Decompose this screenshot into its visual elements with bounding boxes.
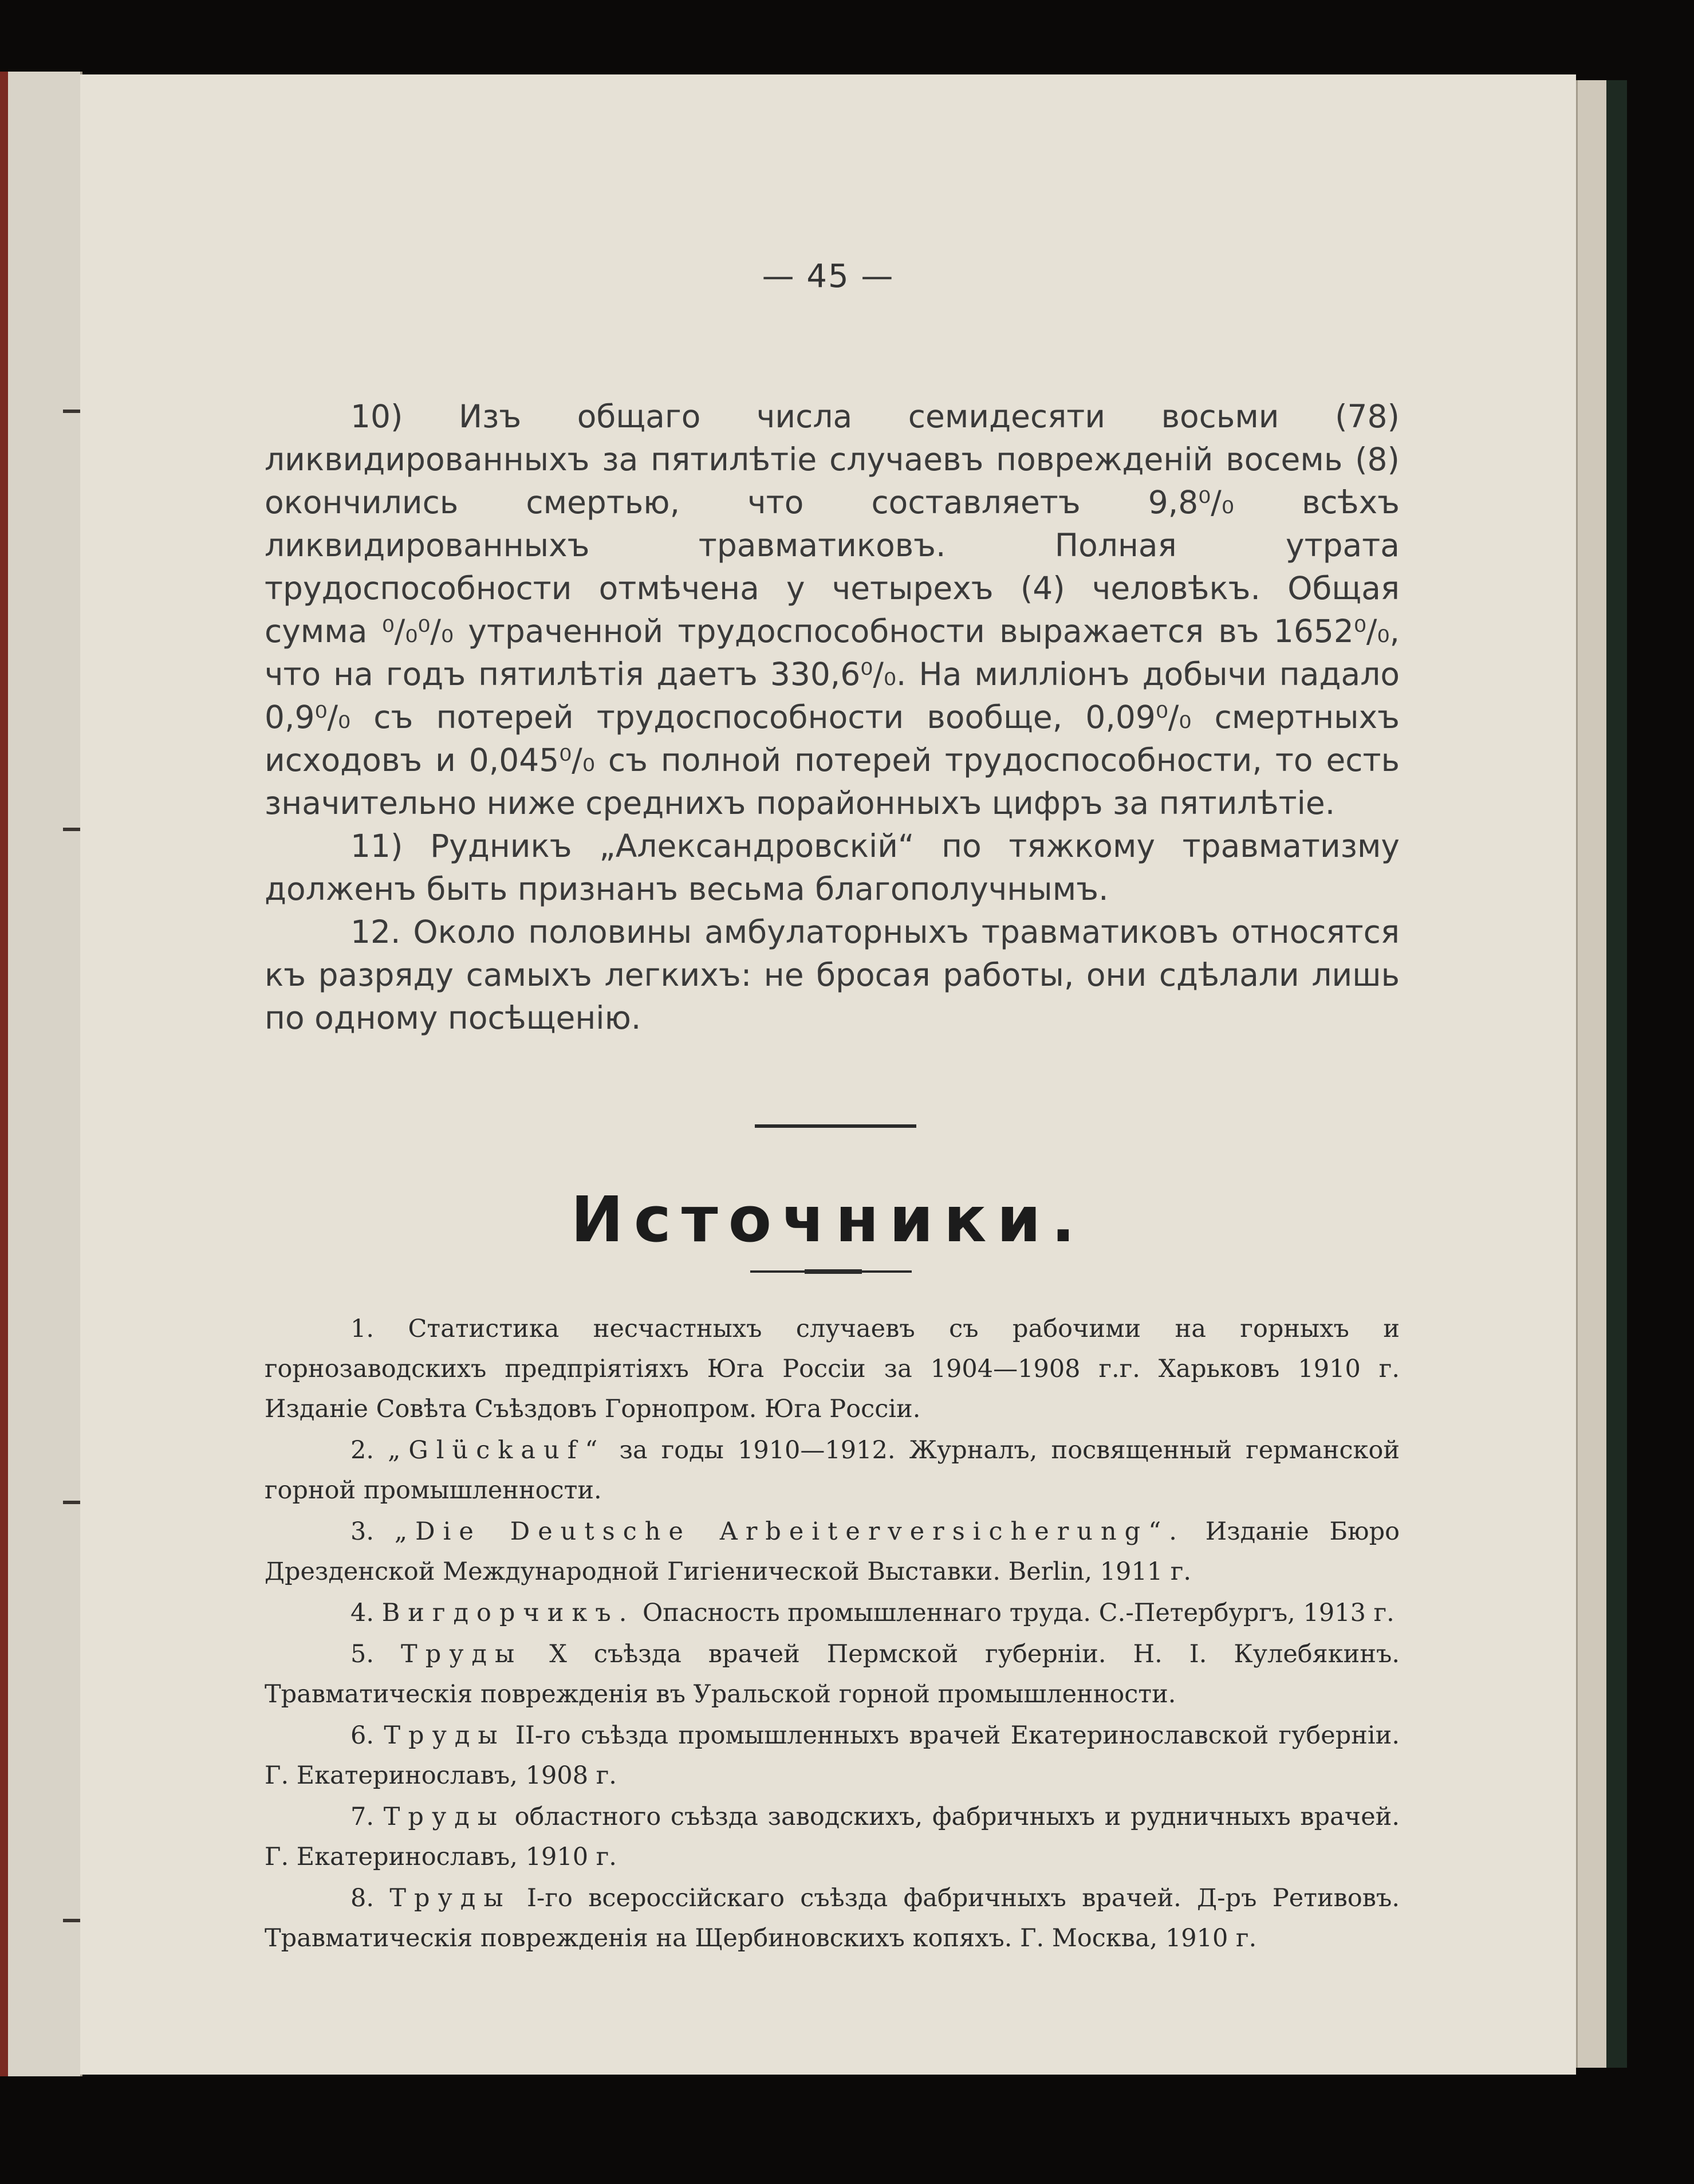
paragraph: 12. Около половины амбулаторныхъ травматиковъ относятся къ разряду самыхъ легкихъ: не бросая работы, они сдѣлали лишь по одному посѣщенію. (265, 914, 1400, 1036)
body-text (265, 395, 1400, 1040)
page-number: — 45 — (762, 258, 895, 295)
reference-item: 4. Вигдорчикъ. Опасность промышленнаго труда. С.-Петербургъ, 1913 г. (350, 1599, 1394, 1627)
reference-item: 1. Статистика несчастныхъ случаевъ съ рабочими на горныхъ и горнозаводскихъ предпріятіяхъ Юга Россіи за 1904—1908 г.г. Харьковъ 1910 г. Изданіе Совѣта Съѣздовъ Горнопром. Юга Россіи. (265, 1315, 1400, 1423)
page-stack-edge (1576, 80, 1606, 2068)
reference-item: 8. Труды І-го всероссійскаго съѣзда фабричныхъ врачей. Д-ръ Ретивовъ. Травматическія поврежденія на Щербиновскихъ копяхъ. Г. Москва, 1910 г. (265, 1884, 1400, 1953)
references-list (265, 1309, 1400, 1959)
section-divider (755, 1124, 916, 1128)
paragraph: 10) Изъ общаго числа семидесяти восьми (78) ликвидированныхъ за пятилѣтіе случаевъ поврежденій восемь (8) окончились смертью, что составляетъ 9,8⁰/₀ всѣхъ ликвидированныхъ травматиковъ. Полная утрата трудоспособности отмѣчена у четырехъ (4) человѣкъ. Общая сумма ⁰/₀⁰/₀ утраченной трудоспособности выражается въ 1652⁰/₀, что на годъ пятилѣтія даетъ 330,6⁰/₀. На милліонъ добычи падало 0,9⁰/₀ съ потерей трудоспособности вообще, 0,09⁰/₀ смертныхъ исходовъ и 0,045⁰/₀ съ полной потерей трудоспособности, то есть значительно ниже среднихъ порайонныхъ цифръ за пятилѣтіе. (265, 398, 1400, 821)
reference-item: 6. Труды II-го съѣзда промышленныхъ врачей Екатеринославской губерніи. Г. Екатеринославъ, 1908 г. (265, 1721, 1400, 1790)
book-page (80, 74, 1576, 2075)
reference-item: 2. „Glückauf“ за годы 1910—1912. Журналъ, посвященный германской горной промышленности. (265, 1436, 1400, 1505)
section-heading: Источники. (570, 1183, 1086, 1256)
paragraph: 11) Рудникъ „Александровскій“ по тяжкому травматизму долженъ быть признанъ весьма благополучнымъ. (265, 828, 1400, 907)
reference-item: 3. „Die Deutsche Arbeiterversicherung“. Изданіе Бюро Дрезденской Международной Гигіенической Выставки. Berlin, 1911 г. (265, 1517, 1400, 1586)
heading-underline-bold (805, 1269, 862, 1274)
reference-item: 7. Труды областного съѣзда заводскихъ, фабричныхъ и рудничныхъ врачей. Г. Екатеринославъ, 1910 г. (265, 1803, 1400, 1871)
reference-item: 5. Труды X съѣзда врачей Пермской губерніи. Н. І. Кулебякинъ. Травматическія поврежденія въ Уральской горной промышленности. (265, 1640, 1400, 1709)
binding-edge (0, 72, 8, 2076)
book-cover-edge (1606, 80, 1627, 2068)
previous-page-edge (0, 72, 82, 2076)
